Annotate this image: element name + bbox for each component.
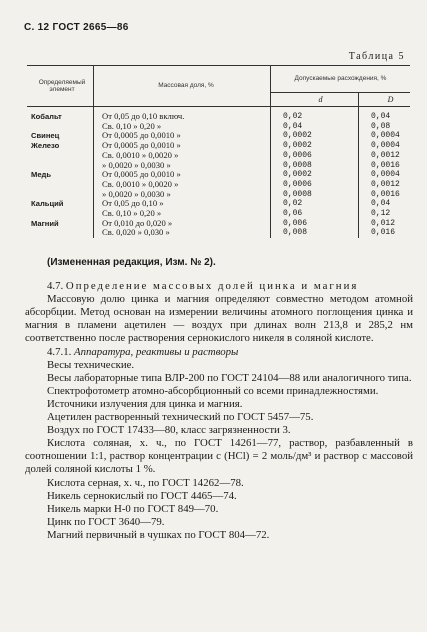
section-number: 4.7. bbox=[47, 280, 64, 293]
element-cell: Железо bbox=[31, 141, 60, 151]
table-row bbox=[27, 131, 410, 141]
table-row bbox=[27, 180, 410, 190]
subsection-number: 4.7.1. bbox=[47, 345, 72, 358]
fraction-cell: Св. 0,0010 » 0,0020 » bbox=[94, 180, 271, 190]
subsection-title: Аппаратура, реактивы и растворы bbox=[74, 345, 239, 358]
d-cell: 0,006 bbox=[271, 219, 359, 229]
table-row bbox=[27, 170, 410, 180]
D-cell: 0,0016 bbox=[359, 161, 411, 171]
D-cell: 0,0004 bbox=[359, 141, 411, 151]
element-cell bbox=[27, 122, 94, 132]
subsection-heading bbox=[25, 346, 413, 359]
table-row bbox=[27, 209, 410, 219]
col-fraction-header: Массовая доля, % bbox=[94, 66, 271, 107]
d-cell: 0,02 bbox=[271, 107, 359, 122]
element-cell bbox=[27, 151, 94, 161]
paragraph: Никель сернокислый по ГОСТ 4465—74. bbox=[47, 489, 237, 502]
fraction-cell: От 0,05 до 0,10 » bbox=[94, 199, 271, 209]
d-cell: 0,0008 bbox=[271, 161, 359, 171]
document-body bbox=[25, 256, 413, 542]
D-cell: 0,04 bbox=[359, 199, 411, 209]
element-cell bbox=[27, 228, 94, 238]
paragraph: Цинк по ГОСТ 3640—79. bbox=[47, 515, 165, 528]
D-cell: 0,0004 bbox=[359, 131, 411, 141]
fraction-cell: От 0,0005 до 0,0010 » bbox=[94, 131, 271, 141]
element-cell bbox=[27, 161, 94, 171]
D-cell: 0,0004 bbox=[359, 170, 411, 180]
paragraph: Весы технические. bbox=[47, 358, 135, 371]
paragraph: Кислота соляная, х. ч., по ГОСТ 14261—77, раствор, разбавленный в соотношении 1:1, раствор концентрации с (HCl) = 2 моль/дм³ и раствор с массовой долей соляной кислоты 1 %. bbox=[25, 437, 413, 476]
table-body bbox=[27, 107, 410, 239]
table-row bbox=[27, 151, 410, 161]
table-row bbox=[27, 107, 410, 122]
col-tolerance-header: Допускаемые расхождения, % bbox=[271, 66, 411, 93]
page-header: С. 12 ГОСТ 2665—86 bbox=[24, 22, 129, 33]
D-cell: 0,0012 bbox=[359, 180, 411, 190]
d-cell: 0,008 bbox=[271, 228, 359, 238]
d-cell: 0,0006 bbox=[271, 151, 359, 161]
d-cell: 0,06 bbox=[271, 209, 359, 219]
fraction-cell: » 0,0020 » 0,0030 » bbox=[94, 161, 271, 171]
d-cell: 0,0002 bbox=[271, 141, 359, 151]
fraction-cell: От 0,0005 до 0,0010 » bbox=[94, 141, 271, 151]
paragraph: Источники излучения для цинка и магния. bbox=[47, 397, 243, 410]
table-row bbox=[27, 219, 410, 229]
fraction-cell: От 0,010 до 0,020 » bbox=[94, 219, 271, 229]
section-heading bbox=[25, 280, 413, 293]
d-cell: 0,0002 bbox=[271, 131, 359, 141]
paragraph: Весы лабораторные типа ВЛР-200 по ГОСТ 24104—88 или аналогичного типа. bbox=[47, 371, 412, 384]
table-row bbox=[27, 199, 410, 209]
col-d-header: d bbox=[271, 93, 359, 107]
D-cell: 0,04 bbox=[359, 107, 411, 122]
paragraph: Воздух по ГОСТ 17433—80, класс загрязненности 3. bbox=[47, 424, 291, 437]
table-row bbox=[27, 122, 410, 132]
element-cell bbox=[27, 180, 94, 190]
element-cell: Медь bbox=[31, 170, 52, 180]
fraction-cell: От 0,05 до 0,10 включ. bbox=[94, 107, 271, 122]
element-cell: Кальций bbox=[31, 199, 64, 209]
fraction-cell: Св. 0,020 » 0,030 » bbox=[94, 228, 271, 238]
fraction-cell: Св. 0,0010 » 0,0020 » bbox=[94, 151, 271, 161]
paragraph: Массовую долю цинка и магния определяют совместно методом атомной абсорбции. Метод основан на измерении величины атомного поглощения цинка и магния в пламени ацетилен — воздух при длинах волн 213,8 и 285,2 нм соответственно после растворения сернокислого никеля в соляной кислоте. bbox=[25, 293, 413, 345]
results-table bbox=[27, 65, 410, 238]
col-element-header: Определяемый элемент bbox=[27, 66, 94, 107]
element-cell: Свинец bbox=[31, 131, 60, 141]
paragraph: Никель марки Н-0 по ГОСТ 849—70. bbox=[47, 502, 219, 515]
d-cell: 0,0008 bbox=[271, 190, 359, 200]
d-cell: 0,0006 bbox=[271, 180, 359, 190]
d-cell: 0,0002 bbox=[271, 170, 359, 180]
table-row bbox=[27, 190, 410, 200]
element-cell: Кобальт bbox=[31, 112, 62, 121]
section-title: Определение массовых долей цинка и магния bbox=[65, 280, 359, 293]
element-cell: Магний bbox=[31, 218, 59, 228]
D-cell: 0,0012 bbox=[359, 151, 411, 161]
paragraph: Кислота серная, х. ч., по ГОСТ 14262—78. bbox=[47, 476, 244, 489]
col-D-header: D bbox=[359, 93, 411, 107]
paragraph: Магний первичный в чушках по ГОСТ 804—72. bbox=[47, 528, 270, 541]
D-cell: 0,12 bbox=[359, 209, 411, 219]
D-cell: 0,08 bbox=[359, 122, 411, 132]
paragraph: Ацетилен растворенный технический по ГОСТ 5457—75. bbox=[47, 411, 314, 424]
table-row bbox=[27, 228, 410, 238]
d-cell: 0,02 bbox=[271, 199, 359, 209]
D-cell: 0,012 bbox=[359, 219, 411, 229]
fraction-cell: От 0,0005 до 0,0010 » bbox=[94, 170, 271, 180]
D-cell: 0,016 bbox=[359, 228, 411, 238]
fraction-cell: » 0,0020 » 0,0030 » bbox=[94, 190, 271, 200]
revision-note: (Измененная редакция, Изм. № 2). bbox=[47, 257, 216, 268]
fraction-cell: Св. 0,10 » 0,20 » bbox=[94, 209, 271, 219]
paragraph: Спектрофотометр атомно-абсорбционный со всеми принадлежностями. bbox=[47, 384, 379, 397]
table-row bbox=[27, 161, 410, 171]
table-row bbox=[27, 141, 410, 151]
element-cell bbox=[27, 209, 94, 219]
fraction-cell: Св. 0,10 » 0,20 » bbox=[94, 122, 271, 132]
d-cell: 0,04 bbox=[271, 122, 359, 132]
table-title: Таблица 5 bbox=[348, 51, 405, 62]
D-cell: 0,0016 bbox=[359, 190, 411, 200]
element-cell bbox=[27, 190, 94, 200]
